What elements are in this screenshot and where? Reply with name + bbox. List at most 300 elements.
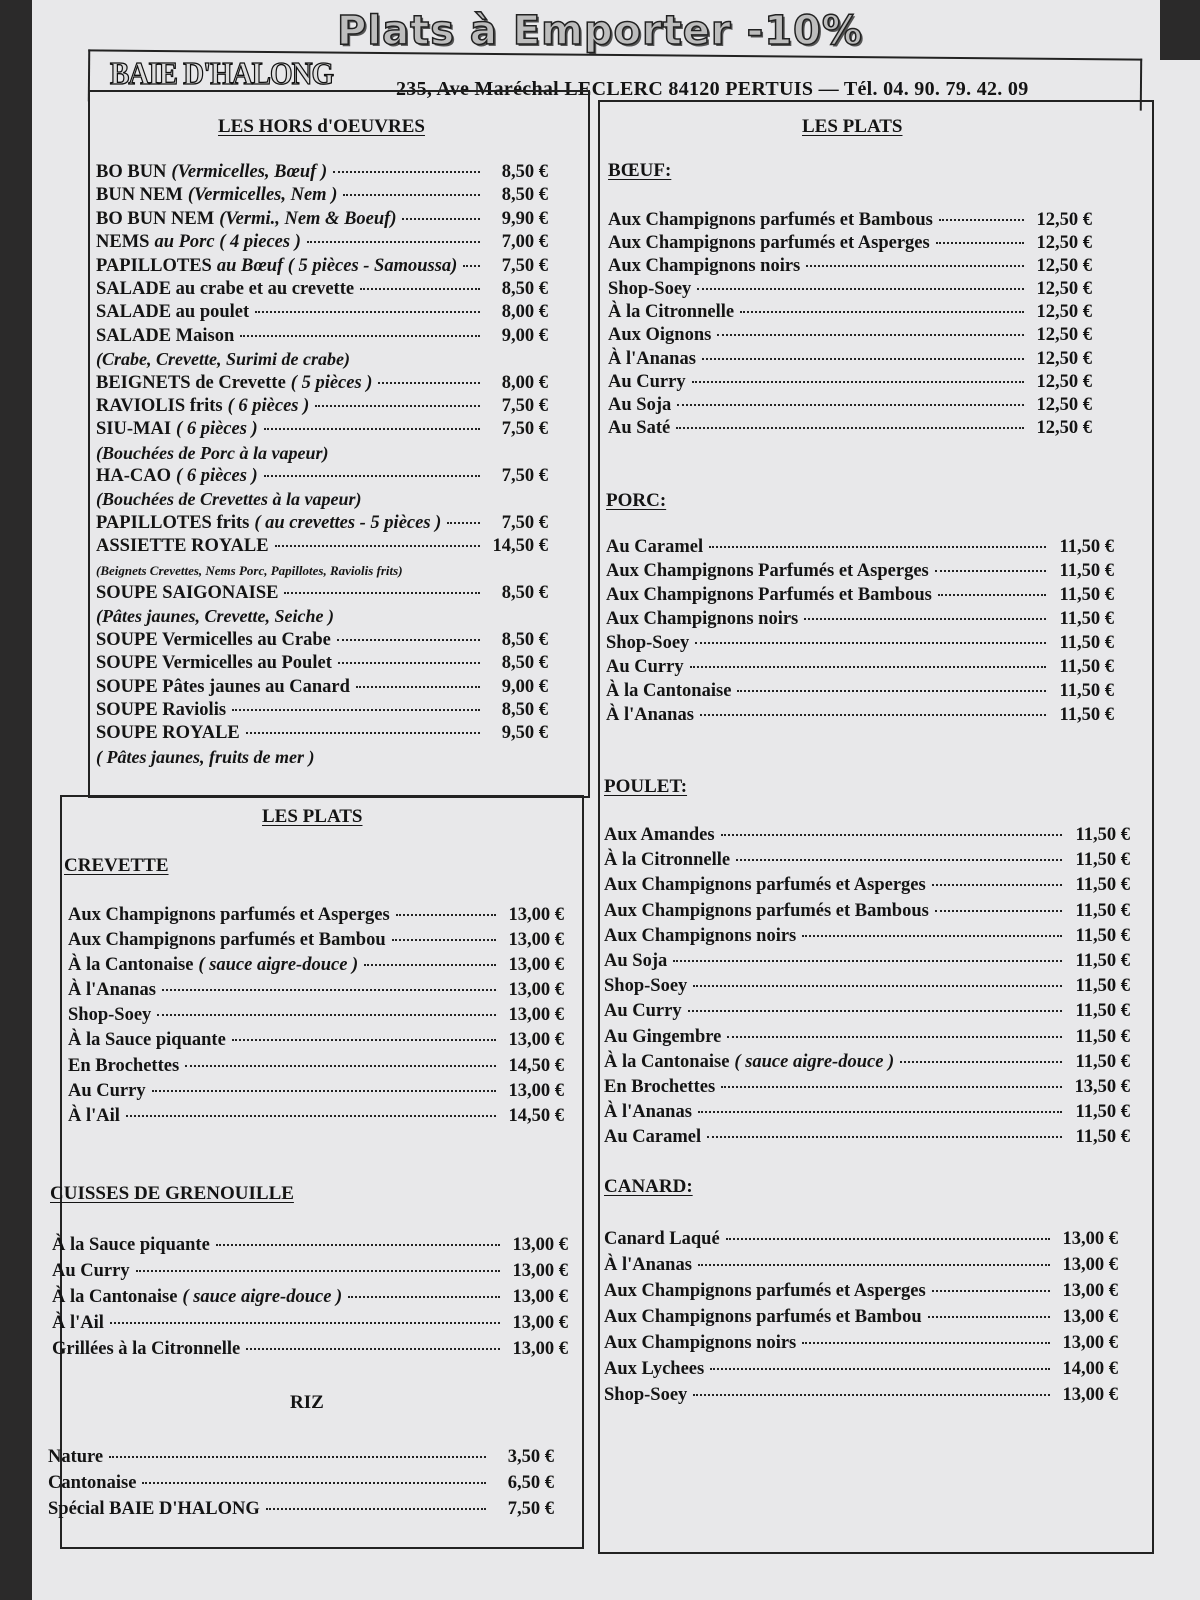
menu-item [604, 949, 1130, 974]
item-name: À la Cantonaise [68, 955, 194, 976]
menu-item [608, 348, 1092, 371]
item-price: 13,00 € [512, 1261, 568, 1281]
dot-leader [216, 1244, 500, 1246]
item-name: HA-CAO [96, 466, 172, 487]
item-price: 11,50 € [1075, 1051, 1130, 1072]
item-price: 11,50 € [1075, 825, 1130, 845]
item-price: 13,00 € [1062, 1307, 1118, 1327]
section-grenouille [52, 1232, 568, 1362]
item-price: 11,50 € [1059, 561, 1114, 581]
menu-item [608, 417, 1092, 440]
dot-leader [690, 666, 1046, 668]
dot-leader [136, 1270, 500, 1272]
item-price: 13,00 € [508, 1030, 564, 1051]
dot-leader [900, 1061, 1062, 1063]
item-name: Aux Champignons parfumés et Bambou [68, 930, 386, 951]
menu-item [604, 848, 1130, 873]
dot-leader [110, 1322, 500, 1324]
menu-item [68, 928, 564, 953]
menu-item [606, 607, 1114, 631]
item-name: BUN NEM [96, 185, 183, 206]
item-name: BEIGNETS de Crevette [96, 372, 286, 393]
menu-item [96, 301, 548, 324]
menu-item [604, 1330, 1118, 1356]
item-price: 12,50 € [1036, 417, 1092, 438]
dot-leader [802, 1342, 1050, 1344]
menu-item [608, 394, 1092, 417]
item-name: Au Curry [606, 657, 684, 677]
dot-leader [693, 985, 1062, 987]
dot-leader [726, 1238, 1050, 1240]
item-price: 14,00 € [1062, 1359, 1118, 1379]
item-detail: ( sauce aigre-douce ) [198, 955, 359, 976]
item-note: (Beignets Crevettes, Nems Porc, Papillotes, Raviolis frits) [96, 562, 403, 578]
dot-leader [695, 642, 1046, 644]
menu-item [96, 278, 548, 301]
menu-item [96, 395, 548, 418]
item-price: 13,00 € [512, 1339, 568, 1359]
item-price: 11,50 € [1059, 657, 1114, 677]
menu-item [604, 1252, 1118, 1278]
menu-item [606, 535, 1114, 559]
item-note: (Crabe, Crevette, Surimi de crabe) [96, 349, 350, 370]
item-name: SOUPE Vermicelles au Poulet [96, 653, 332, 674]
dot-leader [463, 265, 480, 267]
item-name: Au Curry [608, 371, 686, 392]
section-heading-boeuf: BŒUF: [608, 160, 672, 181]
menu-item [68, 953, 564, 978]
item-detail: au Porc ( 4 pieces ) [154, 232, 301, 253]
item-detail: ( 6 pièces ) [176, 466, 258, 487]
item-price: 11,50 € [1059, 609, 1114, 629]
item-name: Aux Champignons noirs [608, 256, 801, 277]
menu-item [52, 1284, 568, 1310]
section-poulet [604, 823, 1130, 1150]
item-price: 12,50 € [1036, 394, 1092, 415]
dot-leader [928, 1316, 1050, 1318]
menu-item [604, 1226, 1118, 1252]
item-price: 8,50 € [501, 278, 548, 299]
item-price: 8,50 € [501, 583, 548, 604]
item-price: 12,50 € [1036, 302, 1092, 323]
item-price: 7,50 € [501, 395, 548, 416]
dot-leader [673, 960, 1062, 962]
dot-leader [333, 171, 480, 173]
menu-item [604, 1125, 1130, 1150]
item-detail: ( sauce aigre-douce ) [734, 1051, 895, 1072]
menu-item [608, 255, 1092, 278]
item-detail: ( 6 pièces ) [176, 419, 258, 440]
item-price: 6,50 € [507, 1473, 554, 1493]
dot-leader [697, 288, 1024, 290]
item-name: Aux Champignons noirs [606, 609, 799, 629]
item-name: SOUPE SAIGONAISE [96, 583, 279, 604]
menu-item [604, 1356, 1118, 1382]
item-price: 8,50 € [501, 653, 548, 674]
item-note: (Bouchées de Crevettes à la vapeur) [96, 489, 362, 510]
item-price: 8,00 € [501, 372, 548, 393]
item-name: Au Saté [608, 417, 671, 438]
menu-item [96, 676, 548, 699]
item-note: ( Pâtes jaunes, fruits de mer ) [96, 746, 315, 767]
dot-leader [392, 939, 496, 941]
item-name: À la Sauce piquante [68, 1030, 226, 1051]
dot-leader [727, 1036, 1062, 1038]
item-price: 11,50 € [1059, 681, 1114, 701]
menu-item [96, 582, 548, 605]
menu-item [604, 899, 1130, 924]
item-price: 11,50 € [1059, 705, 1114, 725]
item-price: 8,00 € [501, 302, 548, 323]
item-name: Shop-Soey [68, 1005, 152, 1026]
menu-item [68, 1003, 564, 1028]
menu-item [604, 823, 1130, 848]
restaurant-address: 235, Ave Maréchal LECLERC 84120 PERTUIS — Tél. 04. 90. 79. 42. 09 [396, 78, 1029, 100]
item-name: SALADE au poulet [96, 302, 250, 323]
item-price: 13,00 € [512, 1287, 568, 1307]
section-heading-poulet: POULET: [604, 776, 688, 797]
item-name: En Brochettes [604, 1076, 716, 1097]
item-price: 8,50 € [501, 629, 548, 650]
dot-leader [677, 404, 1024, 406]
menu-item [52, 1232, 568, 1258]
menu-item [604, 1100, 1130, 1125]
dot-leader [348, 1296, 500, 1298]
dot-leader [266, 1508, 486, 1510]
section-heading-grenouille: CUISSES DE GRENOUILLE [50, 1183, 294, 1204]
dot-leader [360, 288, 480, 290]
item-name: Au Soja [604, 950, 668, 971]
item-price: 12,50 € [1036, 210, 1092, 230]
item-name: PAPILLOTES [96, 255, 212, 276]
item-name: Aux Champignons parfumés et Bambou [604, 1307, 922, 1327]
dot-leader [721, 1086, 1062, 1088]
dot-leader [447, 522, 480, 524]
menu-item [48, 1496, 554, 1522]
item-price: 7,50 € [501, 255, 548, 276]
section-canard [604, 1226, 1118, 1408]
item-price: 13,00 € [1062, 1333, 1118, 1353]
menu-item [606, 679, 1114, 703]
item-price: 13,00 € [512, 1235, 568, 1255]
menu-item [96, 161, 548, 184]
dot-leader [152, 1090, 496, 1092]
item-price: 7,50 € [501, 512, 548, 533]
menu-item [52, 1336, 568, 1362]
item-price: 12,50 € [1036, 256, 1092, 277]
item-note: (Pâtes jaunes, Crevette, Seiche ) [96, 606, 334, 627]
item-name: Aux Champignons parfumés et Asperges [68, 905, 390, 925]
dot-leader [710, 1368, 1050, 1370]
dot-leader [264, 428, 480, 430]
section-porc [606, 535, 1114, 727]
menu-item [606, 631, 1114, 655]
dot-leader [315, 405, 480, 407]
menu-item [68, 1054, 564, 1079]
dot-leader [364, 964, 496, 966]
item-name: À la Cantonaise [606, 681, 732, 701]
item-price: 11,50 € [1059, 537, 1114, 557]
dot-leader [932, 884, 1062, 886]
item-name: BO BUN [96, 162, 167, 182]
item-price: 9,00 € [501, 325, 548, 346]
menu-item [96, 722, 548, 745]
item-name: Aux Champignons Parfumés et Bambous [606, 585, 932, 605]
item-name: Aux Champignons parfumés et Asperges [608, 233, 930, 254]
item-detail: ( 6 pièces ) [227, 395, 310, 416]
dot-leader [275, 545, 480, 547]
menu-item [606, 559, 1114, 583]
item-price: 14,50 € [508, 1105, 564, 1126]
section-heading-plats-right: LES PLATS [802, 116, 903, 137]
dot-leader [737, 690, 1046, 692]
item-price: 7,00 € [501, 232, 548, 253]
dot-leader [185, 1065, 496, 1067]
menu-item [96, 231, 548, 254]
menu-item [68, 1079, 564, 1104]
menu-item [96, 465, 548, 488]
dot-leader [717, 334, 1024, 336]
menu-item [48, 1470, 554, 1496]
item-price: 7,50 € [501, 466, 548, 487]
item-name: SALADE au crabe et au crevette [96, 278, 355, 299]
menu-item [68, 1028, 564, 1053]
item-name: À l'Ail [52, 1313, 104, 1333]
item-price: 3,50 € [507, 1447, 554, 1467]
menu-item [96, 372, 548, 395]
section-hors [96, 161, 548, 769]
menu-item [606, 583, 1114, 607]
item-detail: au Bœuf ( 5 pièces - Samoussa) [216, 255, 458, 276]
item-name: À la Cantonaise [52, 1287, 178, 1307]
item-price: 13,00 € [508, 1005, 564, 1026]
item-name: Aux Champignons parfumés et Bambous [608, 210, 933, 230]
item-name: Canard Laqué [604, 1229, 720, 1249]
item-price: 12,50 € [1036, 279, 1092, 300]
item-name: Shop-Soey [606, 633, 690, 653]
menu-item [604, 924, 1130, 949]
dot-leader [343, 194, 480, 196]
item-name: Grillées à la Citronnelle [52, 1339, 241, 1359]
item-price: 7,50 € [507, 1499, 554, 1519]
item-price: 12,50 € [1036, 371, 1092, 392]
dot-leader [126, 1115, 496, 1117]
dot-leader [240, 335, 480, 337]
menu-item [68, 1104, 564, 1129]
item-name: NEMS [96, 232, 150, 253]
menu-item [604, 1075, 1130, 1100]
section-heading-hors: LES HORS d'OEUVRES [218, 116, 425, 137]
item-name: SOUPE Pâtes jaunes au Canard [96, 676, 350, 697]
item-name: Aux Champignons parfumés et Bambous [604, 900, 929, 921]
item-name: SOUPE Vermicelles au Crabe [96, 629, 331, 650]
item-price: 11,50 € [1075, 900, 1130, 921]
item-price: 13,00 € [1062, 1255, 1118, 1275]
item-name: SOUPE Raviolis [96, 699, 227, 720]
section-heading-crevette: CREVETTE [64, 855, 169, 876]
item-name: En Brochettes [68, 1055, 180, 1076]
dot-leader [693, 1394, 1050, 1396]
item-detail: (Vermicelles, Nem ) [187, 185, 338, 206]
item-name: BO BUN NEM [96, 208, 215, 229]
menu-item [604, 873, 1130, 898]
item-price: 11,50 € [1059, 633, 1114, 653]
item-name: Au Caramel [606, 537, 704, 557]
dot-leader [232, 709, 480, 711]
section-crevette [68, 903, 564, 1129]
item-name: Au Curry [52, 1261, 130, 1281]
dot-leader [284, 592, 480, 594]
item-detail: ( au crevettes - 5 pièces ) [254, 512, 442, 533]
item-name: Aux Champignons parfumés et Asperges [604, 875, 926, 896]
menu-item [608, 324, 1092, 347]
menu-item [96, 208, 548, 231]
item-name: Au Caramel [604, 1127, 702, 1148]
menu-item [96, 325, 548, 348]
menu-item [96, 512, 548, 535]
dot-leader [378, 382, 480, 384]
item-price: 8,50 € [501, 699, 548, 720]
item-name: Au Curry [68, 1080, 146, 1101]
dot-leader [935, 910, 1062, 912]
item-price: 13,50 € [1074, 1076, 1130, 1097]
item-price: 13,00 € [508, 955, 564, 976]
menu-item [604, 1050, 1130, 1075]
dot-leader [162, 989, 496, 991]
item-price: 8,50 € [501, 162, 548, 182]
menu-item [96, 652, 548, 675]
item-name: PAPILLOTES frits [96, 512, 250, 533]
item-name: À la Cantonaise [604, 1051, 730, 1072]
dot-leader [939, 219, 1024, 221]
dot-leader [338, 662, 480, 664]
dot-leader [307, 241, 480, 243]
menu-item [608, 371, 1092, 394]
item-name: Shop-Soey [604, 976, 688, 997]
dot-leader [688, 1010, 1062, 1012]
dot-leader [698, 1264, 1050, 1266]
item-detail: ( sauce aigre-douce ) [182, 1287, 343, 1307]
item-name: Aux Lychees [604, 1359, 705, 1379]
item-name: À l'Ail [68, 1105, 120, 1126]
item-price: 14,50 € [508, 1055, 564, 1076]
dot-leader [740, 311, 1024, 313]
item-name: Au Soja [608, 394, 672, 415]
item-name: SOUPE ROYALE [96, 723, 240, 744]
item-name: ASSIETTE ROYALE [96, 536, 269, 557]
menu-item [96, 418, 548, 441]
dot-leader [232, 1039, 496, 1041]
dot-leader [802, 935, 1062, 937]
menu-item [96, 699, 548, 722]
item-name: Aux Amandes [604, 825, 715, 845]
dot-leader [246, 732, 480, 734]
item-name: À la Citronnelle [604, 850, 731, 871]
dot-leader [702, 358, 1024, 360]
section-heading-riz: RIZ [290, 1392, 324, 1413]
dot-leader [932, 1290, 1050, 1292]
menu-item [606, 703, 1114, 727]
menu-item [608, 232, 1092, 255]
dot-leader [337, 639, 480, 641]
item-price: 14,50 € [492, 536, 548, 557]
menu-item [604, 999, 1130, 1024]
menu-item [52, 1310, 568, 1336]
section-boeuf [608, 209, 1092, 440]
item-price: 11,50 € [1075, 976, 1130, 997]
item-price: 12,50 € [1036, 325, 1092, 346]
menu-item [68, 978, 564, 1003]
dot-leader [736, 859, 1062, 861]
item-name: Aux Oignons [608, 325, 712, 346]
item-name: À l'Ananas [68, 980, 156, 1001]
dot-leader [692, 381, 1024, 383]
item-price: 11,50 € [1075, 925, 1130, 946]
dot-leader [246, 1348, 500, 1350]
menu-item [608, 209, 1092, 232]
section-heading-porc: PORC: [606, 490, 667, 511]
menu-item [96, 255, 548, 278]
dot-leader [707, 1136, 1062, 1138]
item-name: À la Sauce piquante [52, 1235, 210, 1255]
item-name: Au Gingembre [604, 1026, 722, 1047]
item-name: À l'Ananas [604, 1102, 692, 1123]
item-price: 12,50 € [1036, 348, 1092, 369]
item-name: Shop-Soey [604, 1385, 688, 1405]
item-price: 13,00 € [508, 905, 564, 925]
dot-leader [676, 427, 1024, 429]
item-price: 11,50 € [1075, 1001, 1130, 1022]
dot-leader [157, 1014, 496, 1016]
item-name: Shop-Soey [608, 279, 692, 300]
item-price: 12,50 € [1036, 233, 1092, 254]
item-price: 11,50 € [1075, 1102, 1130, 1123]
menu-item [608, 301, 1092, 324]
item-name: Aux Champignons noirs [604, 925, 797, 946]
dot-leader [255, 311, 480, 313]
item-price: 13,00 € [508, 1080, 564, 1101]
dot-leader [936, 242, 1024, 244]
item-name: Aux Champignons noirs [604, 1333, 797, 1353]
menu-item [96, 629, 548, 652]
dot-leader [264, 475, 480, 477]
dot-leader [698, 1111, 1062, 1113]
menu-title: Plats à Emporter -10% [337, 8, 863, 54]
item-price: 13,00 € [1062, 1281, 1118, 1301]
item-name: Cantonaise [48, 1473, 137, 1493]
dot-leader [806, 265, 1024, 267]
item-name: Aux Champignons parfumés et Asperges [604, 1281, 926, 1301]
section-riz [48, 1444, 554, 1522]
item-name: Nature [48, 1447, 104, 1467]
menu-item [96, 535, 548, 558]
item-price: 11,50 € [1075, 950, 1130, 971]
item-name: Au Curry [604, 1001, 682, 1022]
menu-item [604, 974, 1130, 999]
item-price: 7,50 € [501, 419, 548, 440]
item-price: 8,50 € [501, 185, 548, 206]
item-name: À l'Ananas [608, 348, 696, 369]
menu-item [96, 184, 548, 207]
item-price: 9,00 € [501, 676, 548, 697]
item-detail: ( 5 pièces ) [290, 372, 373, 393]
menu-item [48, 1444, 554, 1470]
menu-item [608, 278, 1092, 301]
item-price: 9,90 € [501, 208, 548, 229]
dot-leader [402, 218, 480, 220]
item-price: 11,50 € [1075, 875, 1130, 896]
item-price: 13,00 € [508, 980, 564, 1001]
